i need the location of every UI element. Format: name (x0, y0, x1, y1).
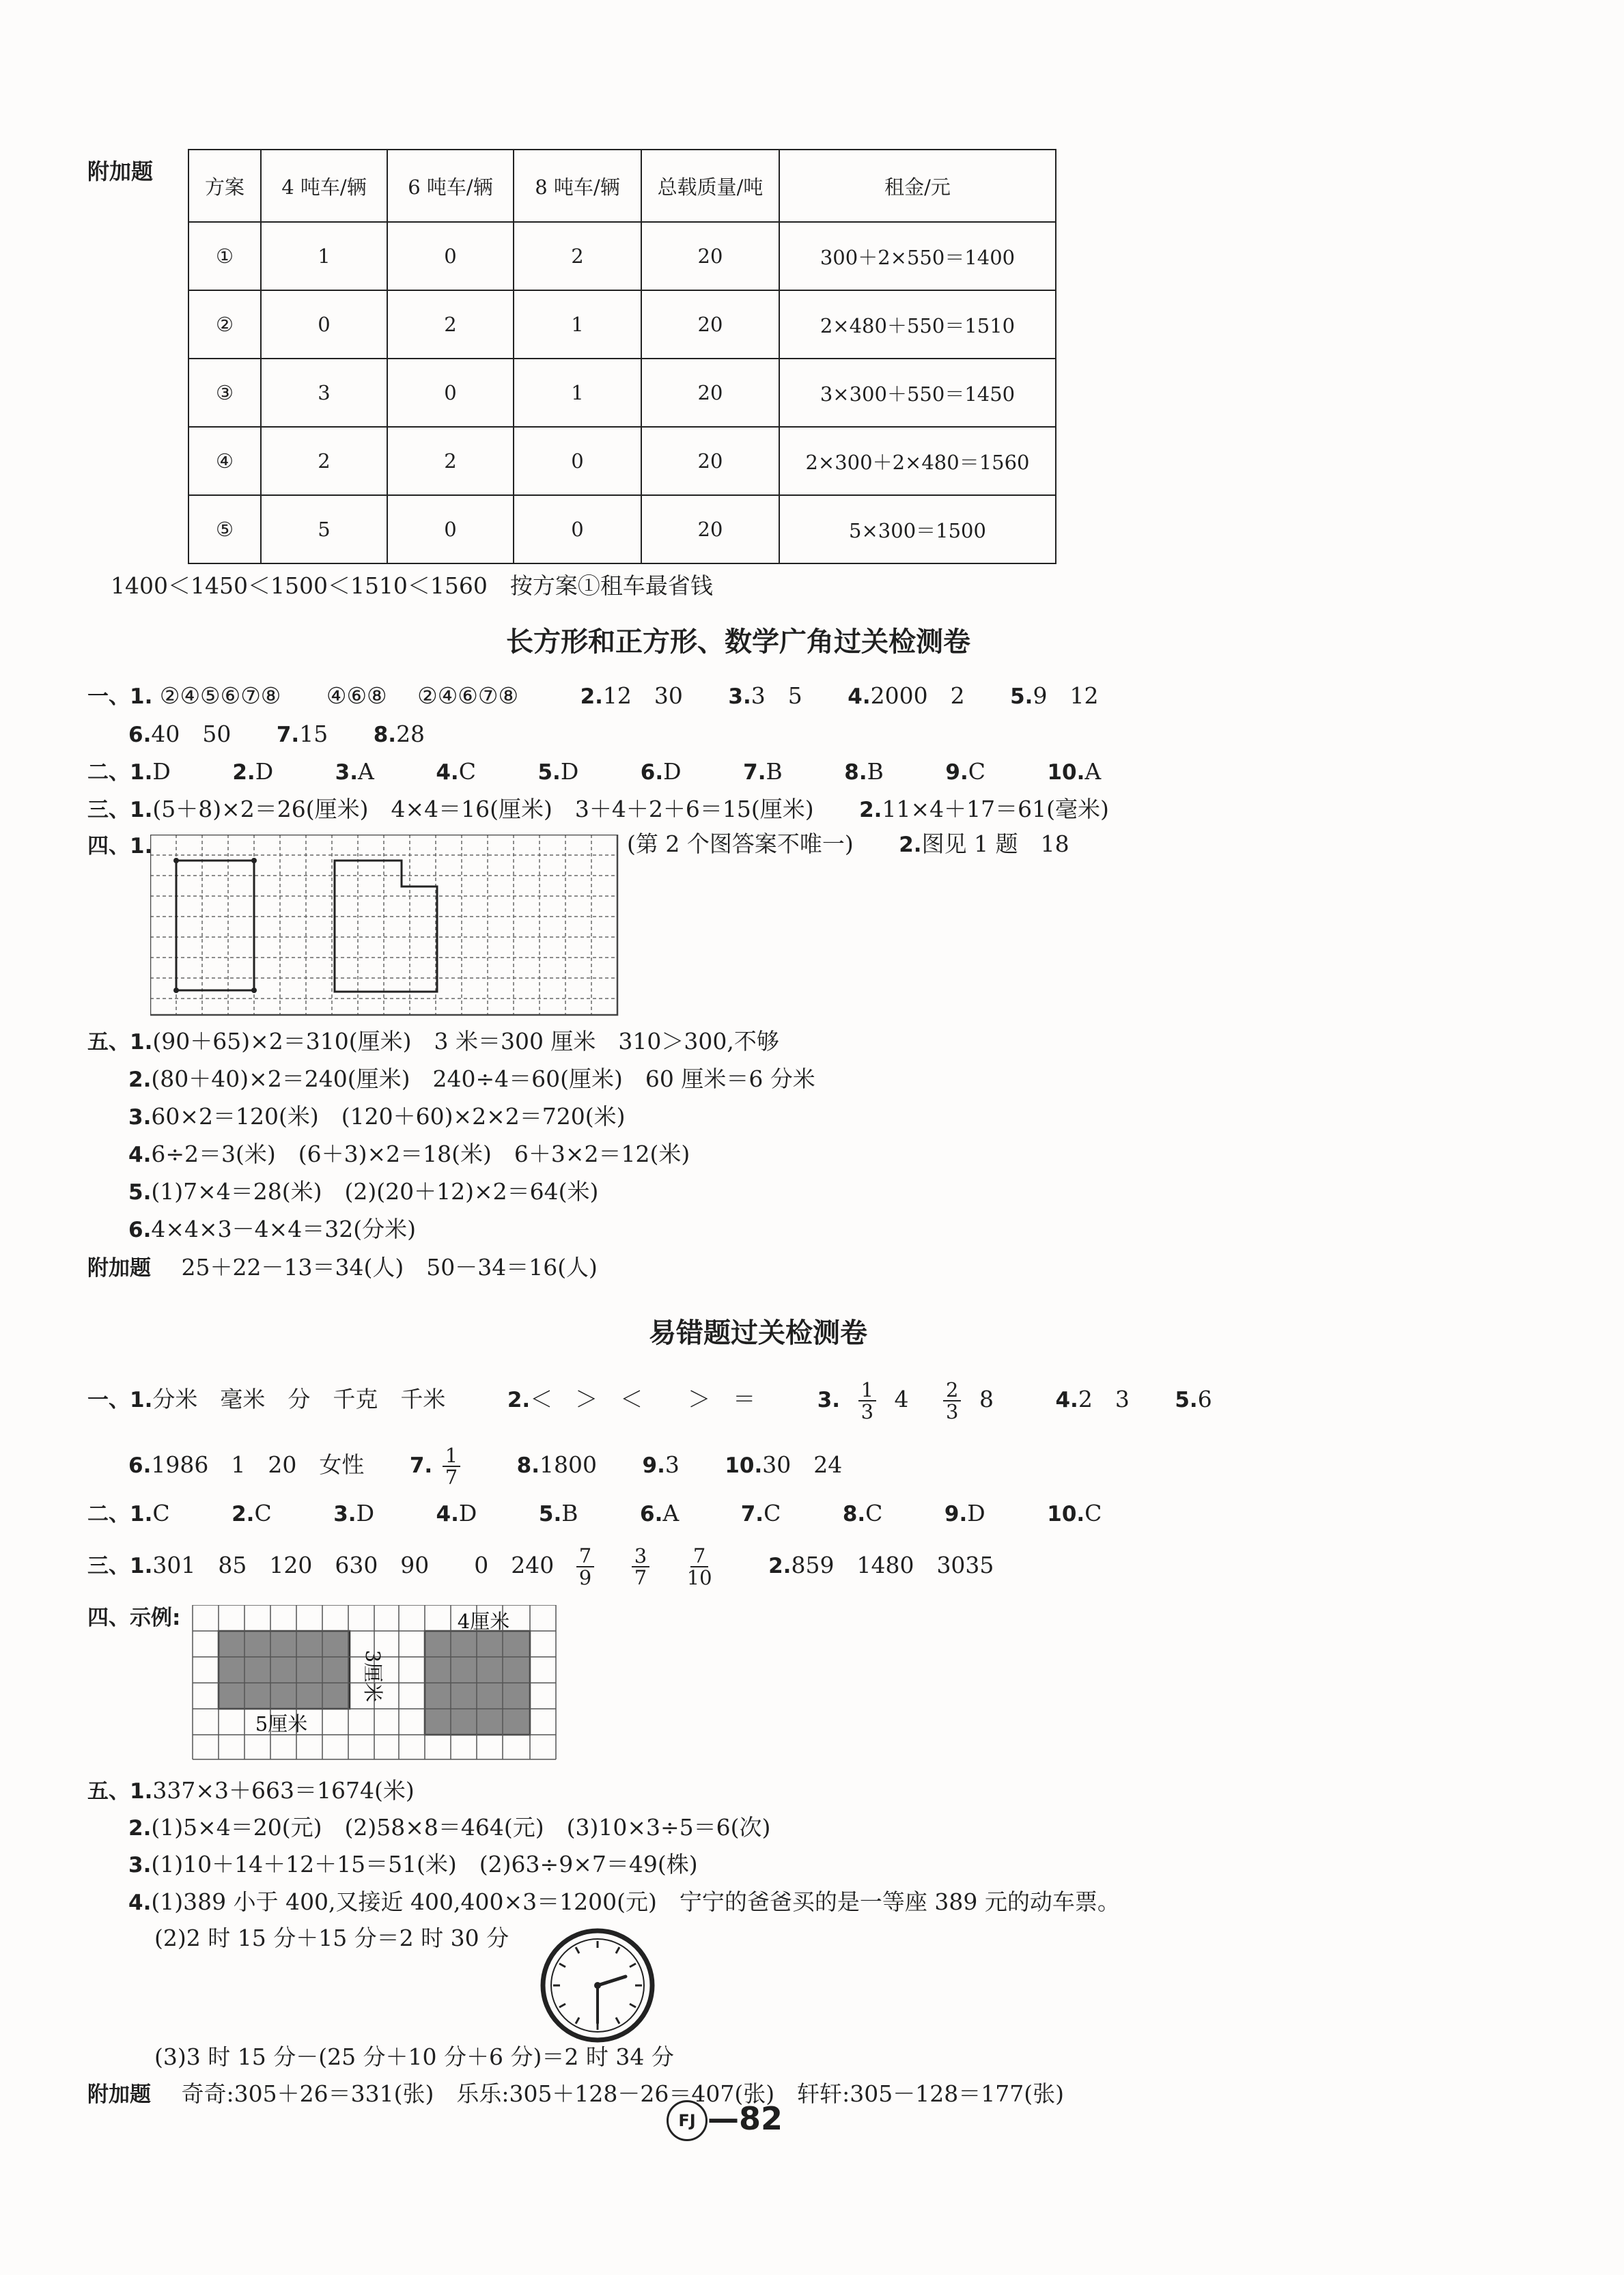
s1-q5-line4 (128, 1141, 690, 1169)
s1-q5-line1 (87, 1028, 779, 1056)
q-number: 2. (899, 833, 922, 857)
q-number: 7. (276, 723, 300, 747)
answer: 15 (299, 721, 328, 747)
table-cell: 20 (641, 495, 779, 563)
table-cell: 1 (514, 290, 641, 359)
q-number: 9. (945, 760, 968, 785)
q-number: 4. (128, 1143, 152, 1167)
answer: 分米 毫米 分 千克 千米 (152, 1386, 446, 1412)
table-cell: ④ (188, 427, 261, 495)
table-cell: 5×300＝1500 (779, 495, 1056, 563)
answer: 11×4＋17＝61(毫米) (882, 796, 1109, 822)
answer: D (458, 1500, 477, 1526)
s2-q1-line2 (128, 1445, 842, 1488)
fraction-denominator: 7 (445, 1466, 458, 1489)
answer: (3)3 时 15 分－(25 分＋10 分＋6 分)＝2 时 34 分 (154, 2043, 674, 2070)
q-number: 6. (128, 1453, 152, 1478)
section-title: 易错题过关检测卷 (649, 1317, 867, 1349)
answer: 2 3 (1078, 1386, 1130, 1412)
fraction (943, 1380, 961, 1422)
q-number: 4. (128, 1890, 152, 1915)
answer: C (968, 758, 985, 785)
fraction (858, 1380, 876, 1422)
q-label: 四、1. (87, 834, 153, 859)
q-number: 9. (642, 1453, 665, 1478)
s2-q2-line (87, 1500, 1102, 1528)
s2-q1-line1 (87, 1380, 1212, 1422)
table-cell: 0 (514, 427, 641, 495)
table-cell: 3 (261, 359, 387, 427)
q-label: 二、1. (87, 1502, 153, 1526)
q-number: 10. (725, 1453, 763, 1478)
q-number: 3. (128, 1853, 152, 1878)
table-header-cell: 4 吨车/辆 (261, 150, 387, 222)
table-cell: 2 (261, 427, 387, 495)
table-cell: 20 (641, 427, 779, 495)
fraction-numerator: 3 (632, 1546, 649, 1567)
s1-q5-line6 (128, 1216, 416, 1244)
q-label: 附加题 (87, 1256, 151, 1281)
answer: 3 5 (751, 682, 802, 709)
table-cell: 20 (641, 222, 779, 290)
answer: 40 50 (151, 721, 232, 747)
s2-q5-line4 (128, 1888, 1120, 1916)
q-label: 附加题 (87, 2082, 151, 2107)
table-cell: 1 (514, 359, 641, 427)
q-number: 4. (436, 760, 459, 785)
q-number: 3. (728, 684, 751, 709)
answer: (1)7×4＝28(米) (2)(20＋12)×2＝64(米) (151, 1178, 599, 1205)
q-number: 8. (373, 723, 397, 747)
s1-q3-line (87, 796, 1109, 824)
appendix-label: 附加题 (87, 158, 154, 184)
q-number: 8. (842, 1502, 866, 1526)
q-number: 7. (409, 1453, 433, 1478)
table-cell: 2 (387, 427, 514, 495)
table-row (188, 359, 1056, 427)
fraction-denominator: 3 (946, 1400, 959, 1423)
answer: 2000 2 (870, 682, 965, 709)
s1-q4-label (87, 832, 152, 860)
answer: C (1084, 1500, 1102, 1526)
answer: D (152, 758, 171, 785)
q-number: 10. (1047, 760, 1085, 785)
table-cell: 2 (387, 290, 514, 359)
s1-q5-line2 (128, 1065, 815, 1093)
answer: 337×3＋663＝1674(米) (152, 1777, 415, 1804)
answer: C (865, 1500, 883, 1526)
answer: 25＋22－13＝34(人) 50－34＝16(人) (181, 1254, 598, 1281)
table-cell: 5 (261, 495, 387, 563)
q-number: 6. (640, 760, 664, 785)
answer: 60×2＝120(米) (120＋60)×2×2＝720(米) (151, 1103, 626, 1130)
q-number: 9. (944, 1502, 968, 1526)
table-cell: 0 (387, 222, 514, 290)
s2-extra-line (87, 2080, 1064, 2108)
answer: 1986 1 20 女性 (151, 1451, 365, 1478)
fraction (687, 1546, 712, 1588)
answer: D (560, 758, 579, 785)
table-cell: 2×300＋2×480＝1560 (779, 427, 1056, 495)
answer: 12 30 (602, 682, 683, 709)
table-cell: ② (188, 290, 261, 359)
answer: ②④⑤⑥⑦⑧ (159, 682, 281, 709)
answer: (1)5×4＝20(元) (2)58×8＝464(元) (3)10×3÷5＝6(次) (151, 1814, 771, 1841)
answer: D (663, 758, 682, 785)
answer: 8 (979, 1386, 994, 1412)
answer: D (356, 1500, 375, 1526)
table-row (188, 290, 1056, 359)
s2-q5-line4b (154, 1925, 509, 1952)
q-label: 三、1. (87, 798, 153, 822)
answer: A (1084, 758, 1102, 785)
answer: 4 (894, 1386, 909, 1412)
q-number: 3. (817, 1388, 841, 1412)
answer: ④⑥⑧ (326, 682, 387, 709)
answer: D (967, 1500, 985, 1526)
table-header-cell: 总载质量/吨 (641, 150, 779, 222)
dim-label: 3厘米 (361, 1649, 384, 1703)
q-number: 3. (335, 760, 359, 785)
answer: C (254, 1500, 272, 1526)
answer: ＜ ＞ ＜ ＞ ＝ (530, 1386, 756, 1412)
answer: 28 (396, 721, 425, 747)
q-number: 2. (507, 1388, 531, 1412)
answer: 1800 (540, 1451, 597, 1478)
table-cell: 20 (641, 359, 779, 427)
table-row (188, 427, 1056, 495)
q-number: 2. (232, 1502, 255, 1526)
answer: (5＋8)×2＝26(厘米) 4×4＝16(厘米) 3＋4＋2＋6＝15(厘米) (152, 796, 814, 822)
q-number: 4. (848, 684, 871, 709)
page-number: —82 (708, 2100, 783, 2137)
q-label: 一、1. (87, 684, 153, 709)
rectangle-area-figure (190, 1605, 559, 1762)
q-number: 2. (128, 1067, 152, 1092)
answer: A (358, 758, 374, 785)
q-number: 7. (743, 760, 766, 785)
answer: 奇奇:305＋26＝331(张) 乐乐:305＋128－26＝407(张) 轩轩:305－128＝177(张) (181, 2080, 1064, 2107)
q-number: 6. (640, 1502, 663, 1526)
fraction-numerator: 1 (858, 1380, 876, 1401)
answer: B (561, 1500, 578, 1526)
table-header-cell: 租金/元 (779, 150, 1056, 222)
q-number: 2. (128, 1816, 152, 1841)
q-label: 五、1. (87, 1030, 153, 1055)
q-number: 10. (1047, 1502, 1085, 1526)
fraction-numerator: 2 (943, 1380, 961, 1401)
square-grid-figure (150, 835, 621, 1019)
table-header-cell: 方案 (188, 150, 261, 222)
table-cell: 3×300＋550＝1450 (779, 359, 1056, 427)
answer: 3 (664, 1451, 680, 1478)
s2-q5-line2 (128, 1814, 770, 1842)
q-number: 4. (436, 1502, 459, 1526)
q-label: 五、1. (87, 1779, 153, 1804)
q-number: 8. (844, 760, 867, 785)
dim-label: 4厘米 (457, 1610, 510, 1633)
q-number: 4. (1055, 1388, 1078, 1412)
table-cell: ③ (188, 359, 261, 427)
s2-q3-line (87, 1545, 994, 1588)
q-number: 8. (516, 1453, 540, 1478)
answer: D (255, 758, 274, 785)
answer: B (766, 758, 783, 785)
answer: 9 12 (1033, 682, 1099, 709)
table-cell: 0 (514, 495, 641, 563)
q-label: 一、1. (87, 1388, 153, 1412)
appendix-conclusion: 1400＜1450＜1500＜1510＜1560 按方案①租车最省钱 (111, 572, 713, 599)
q-number: 5. (128, 1180, 152, 1205)
table-cell: ⑤ (188, 495, 261, 563)
table-cell: 0 (261, 290, 387, 359)
section-title: 长方形和正方形、数学广角过关检测卷 (506, 626, 970, 658)
q-number: 2. (859, 798, 882, 822)
q-number: 3. (333, 1502, 356, 1526)
s1-q1-line1 (87, 682, 1098, 710)
dim-label: 5厘米 (255, 1712, 308, 1735)
s1-q4-text (627, 831, 1069, 859)
q-number: 5. (1175, 1388, 1198, 1412)
answer: 30 24 (762, 1451, 843, 1478)
table-row (188, 495, 1056, 563)
s2-q5-line4c (154, 2043, 674, 2071)
s1-q2-line (87, 758, 1101, 786)
q-number: 6. (128, 1218, 152, 1242)
answer: (80＋40)×2＝240(厘米) 240÷4＝60(厘米) 60 厘米＝6 分米 (151, 1065, 815, 1092)
table-cell: 2 (514, 222, 641, 290)
q-number: 7. (740, 1502, 764, 1526)
publisher-logo: FJ (667, 2100, 708, 2141)
q-label: 四、示例: (87, 1606, 181, 1630)
s1-extra-line (87, 1254, 598, 1282)
fraction-numerator: 7 (690, 1546, 708, 1567)
q-number: 5. (1010, 684, 1033, 709)
answer: 301 85 120 630 90 0 240 (152, 1552, 555, 1578)
q-number: 2. (232, 760, 255, 785)
fraction-denominator: 10 (686, 1566, 712, 1589)
table-cell: 2×480＋550＝1510 (779, 290, 1056, 359)
answer: 4×4×3－4×4＝32(分米) (151, 1216, 417, 1242)
q-label: 三、1. (87, 1554, 153, 1578)
fraction (576, 1546, 594, 1588)
answer: A (662, 1500, 680, 1526)
rental-table (188, 149, 1056, 564)
answer: C (458, 758, 476, 785)
q-label: 二、1. (87, 760, 153, 785)
q-number: 2. (580, 684, 603, 709)
fraction (632, 1546, 649, 1588)
s1-q1-line2 (128, 721, 425, 749)
answer: ②④⑥⑦⑧ (417, 682, 519, 709)
table-cell: 300＋2×550＝1400 (779, 222, 1056, 290)
table-cell: 0 (387, 495, 514, 563)
q-number: 5. (537, 760, 561, 785)
q-number: 6. (128, 723, 152, 747)
answer: (1)389 小于 400,又接近 400,400×3＝1200(元) 宁宁的爸爸买的是一等座 389 元的动车票。 (151, 1888, 1120, 1915)
table-cell: 0 (387, 359, 514, 427)
answer: (90＋65)×2＝310(厘米) 3 米＝300 厘米 310＞300,不够 (152, 1028, 779, 1055)
s2-q5-line1 (87, 1777, 415, 1805)
q-number: 2. (768, 1554, 792, 1578)
s1-q5-line5 (128, 1178, 598, 1206)
q-number: 3. (128, 1105, 152, 1130)
fraction-denominator: 3 (860, 1400, 874, 1423)
note: (第 2 个图答案不唯一) (627, 831, 854, 857)
table-row (188, 222, 1056, 290)
fraction-denominator: 9 (578, 1566, 592, 1589)
answer: 6÷2＝3(米) (6＋3)×2＝18(米) 6＋3×2＝12(米) (151, 1141, 690, 1167)
answer: 图见 1 题 18 (921, 831, 1069, 857)
fraction-numerator: 1 (443, 1445, 460, 1467)
fraction-numerator: 7 (576, 1546, 594, 1567)
fraction (443, 1445, 460, 1488)
s2-q4-label (87, 1604, 180, 1632)
answer: C (152, 1500, 170, 1526)
fraction-denominator: 7 (634, 1566, 647, 1589)
answer: B (867, 758, 884, 785)
q-number: 5. (538, 1502, 562, 1526)
answer: 859 1480 3035 (791, 1552, 994, 1578)
s1-q5-line3 (128, 1103, 626, 1131)
table-cell: 20 (641, 290, 779, 359)
table-header-cell: 8 吨车/辆 (514, 150, 641, 222)
s2-q5-line3 (128, 1851, 698, 1879)
table-cell: 1 (261, 222, 387, 290)
clock-icon (540, 1927, 656, 2043)
answer: (2)2 时 15 分＋15 分＝2 时 30 分 (154, 1925, 509, 1951)
table-header-row (188, 150, 1056, 222)
answer: C (764, 1500, 781, 1526)
table-header-cell: 6 吨车/辆 (387, 150, 514, 222)
answer: (1)10＋14＋12＋15＝51(米) (2)63÷9×7＝49(株) (151, 1851, 698, 1878)
table-cell: ① (188, 222, 261, 290)
answer: 6 (1197, 1386, 1212, 1412)
